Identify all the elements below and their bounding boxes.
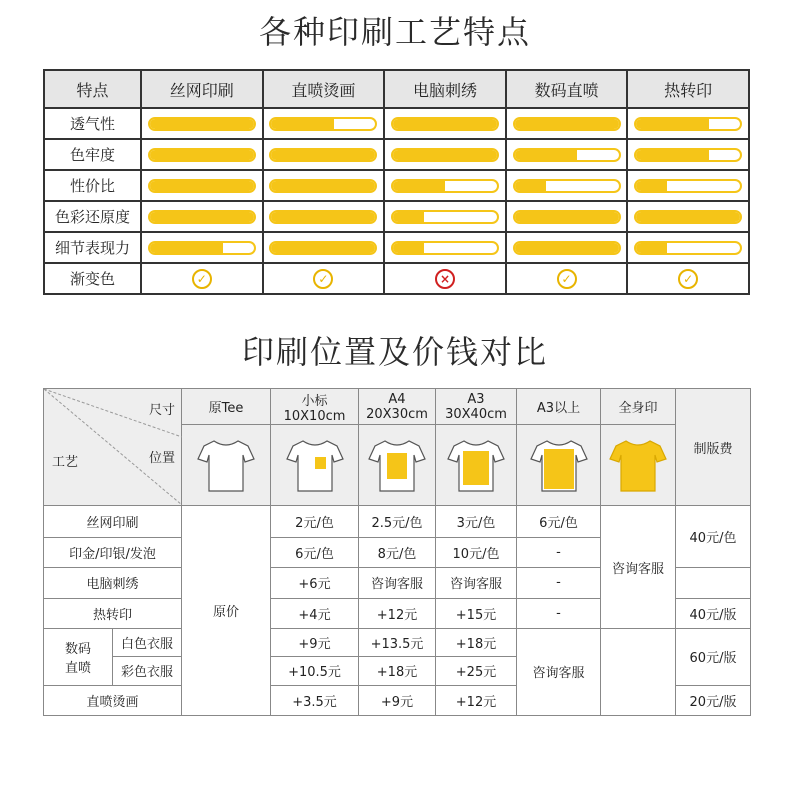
rating-bar <box>513 210 621 224</box>
header-cell: 特点 <box>44 70 141 108</box>
rating-cell <box>506 201 628 232</box>
size-header <box>182 389 271 425</box>
tshirt-small-print-icon <box>285 435 345 495</box>
price-cell: 3元/色 <box>436 506 517 537</box>
tshirt-a3-cell <box>436 425 517 506</box>
header-cell: 热转印 <box>627 70 749 108</box>
rating-bar <box>269 210 377 224</box>
rating-bar <box>634 148 742 162</box>
rating-bar <box>148 179 256 193</box>
size-header <box>359 389 436 425</box>
rating-cell <box>627 232 749 263</box>
tshirt-full-cell <box>601 425 676 506</box>
rating-bar-fill <box>271 119 333 129</box>
title-features: 各种印刷工艺特点 <box>258 13 531 51</box>
price-cell: +10.5元 <box>271 657 359 685</box>
rating-bar-fill <box>636 212 740 222</box>
rating-bar-fill <box>393 150 497 160</box>
feature-row <box>44 108 749 139</box>
price-cell: - <box>517 598 601 628</box>
rating-cell <box>263 170 385 201</box>
rating-bar-fill <box>515 119 619 129</box>
full-print-empty-cell <box>601 628 676 715</box>
check-icon: ✓ <box>678 269 698 289</box>
rating-bar-fill <box>636 243 667 253</box>
rating-bar <box>634 117 742 131</box>
price-cell: +4元 <box>271 598 359 628</box>
tshirt-a3-print-icon <box>446 435 506 495</box>
rating-cell <box>627 170 749 201</box>
fee-cell: 60元/版 <box>676 628 751 685</box>
rating-bar-fill <box>515 212 619 222</box>
header-cell: 直喷烫画 <box>263 70 385 108</box>
size-name: 小标 <box>301 393 328 409</box>
rating-bar-fill <box>150 181 254 191</box>
price-cell: - <box>517 537 601 567</box>
rating-bar-fill <box>515 243 619 253</box>
feature-label: 色牢度 <box>44 139 141 170</box>
price-cell: +12元 <box>436 685 517 715</box>
gradient-cell <box>384 263 506 294</box>
price-cell: 2元/色 <box>271 506 359 537</box>
rating-bar-fill <box>636 150 709 160</box>
rating-cell <box>263 201 385 232</box>
rating-bar-fill <box>271 212 375 222</box>
price-cell: 咨询客服 <box>436 568 517 598</box>
rating-bar <box>634 241 742 255</box>
row-label: 印金/印银/发泡 <box>44 537 182 567</box>
gradient-cell <box>627 263 749 294</box>
rating-bar <box>148 117 256 131</box>
corner-process-label: 工艺 <box>52 455 79 470</box>
rating-bar <box>513 241 621 255</box>
gradient-cell <box>506 263 628 294</box>
rating-bar-fill <box>150 212 254 222</box>
rating-bar <box>391 148 499 162</box>
fee-cell: 20元/版 <box>676 685 751 715</box>
rating-bar <box>148 210 256 224</box>
rating-bar-fill <box>150 150 254 160</box>
tshirt-full-print-icon <box>608 435 668 495</box>
rating-cell <box>506 108 628 139</box>
rating-cell <box>141 201 263 232</box>
rating-bar <box>391 179 499 193</box>
size-header <box>271 389 359 425</box>
feature-row-gradient <box>44 263 749 294</box>
digital-label-bottom: 直喷 <box>64 660 91 676</box>
size-header <box>601 389 676 425</box>
corner-position-label: 位置 <box>148 451 175 466</box>
rating-bar-fill <box>636 119 709 129</box>
rating-bar <box>148 241 256 255</box>
rating-bar-fill <box>271 243 375 253</box>
rating-bar <box>269 241 377 255</box>
price-cell: - <box>517 568 601 598</box>
rating-bar-fill <box>393 212 424 222</box>
tshirt-a4-print-icon <box>367 435 427 495</box>
tshirt-a3plus-cell <box>517 425 601 506</box>
fee-cell: 40元/色 <box>676 506 751 568</box>
price-cell: +9元 <box>359 685 436 715</box>
price-cell: +18元 <box>359 657 436 685</box>
rating-cell <box>141 139 263 170</box>
check-icon: ✓ <box>313 269 333 289</box>
price-table <box>43 388 751 716</box>
corner-size-label: 尺寸 <box>148 403 175 418</box>
price-cell: +13.5元 <box>359 628 436 656</box>
tshirt-small-cell <box>271 425 359 506</box>
rating-cell <box>384 108 506 139</box>
digital-label <box>44 628 113 685</box>
rating-cell <box>384 201 506 232</box>
rating-bar <box>391 117 499 131</box>
size-dim: 20X30cm <box>366 406 428 422</box>
gradient-cell <box>141 263 263 294</box>
feature-row <box>44 170 749 201</box>
feature-row <box>44 232 749 263</box>
header-cell: 电脑刺绣 <box>384 70 506 108</box>
rating-cell <box>141 108 263 139</box>
header-cell: 丝网印刷 <box>141 70 263 108</box>
tshirt-a3plus-print-icon <box>529 435 589 495</box>
rating-bar <box>513 117 621 131</box>
rating-cell <box>263 108 385 139</box>
features-table <box>43 69 750 295</box>
price-cell: 8元/色 <box>359 537 436 567</box>
size-name: 全身印 <box>618 401 658 417</box>
fee-cell-empty <box>676 568 751 598</box>
feature-label: 透气性 <box>44 108 141 139</box>
feature-row <box>44 201 749 232</box>
rating-bar-fill <box>393 181 445 191</box>
rating-cell <box>263 139 385 170</box>
rating-bar <box>513 148 621 162</box>
size-header <box>436 389 517 425</box>
price-cell: 6元/色 <box>271 537 359 567</box>
price-cell: +18元 <box>436 628 517 656</box>
price-cell: 10元/色 <box>436 537 517 567</box>
size-name: A3 <box>467 391 485 407</box>
price-cell: 2.5元/色 <box>359 506 436 537</box>
rating-cell <box>384 232 506 263</box>
rating-cell <box>141 170 263 201</box>
rating-cell <box>384 139 506 170</box>
row-label: 彩色衣服 <box>113 657 182 685</box>
header-cell: 数码直喷 <box>506 70 628 108</box>
fee-cell: 40元/版 <box>676 598 751 628</box>
rating-bar <box>634 179 742 193</box>
size-dim: 30X40cm <box>445 406 507 422</box>
size-name: 原Tee <box>208 401 244 417</box>
rating-bar <box>269 117 377 131</box>
rating-bar-fill <box>393 243 424 253</box>
rating-cell <box>141 232 263 263</box>
feature-row <box>44 139 749 170</box>
rating-bar-fill <box>393 119 497 129</box>
size-header <box>517 389 601 425</box>
rating-cell <box>506 139 628 170</box>
check-icon: ✓ <box>192 269 212 289</box>
rating-bar <box>269 148 377 162</box>
tshirt-a4-cell <box>359 425 436 506</box>
rating-bar <box>148 148 256 162</box>
size-dim: 10X10cm <box>283 408 346 424</box>
price-cell: +12元 <box>359 598 436 628</box>
feature-label: 细节表现力 <box>44 232 141 263</box>
row-label: 丝网印刷 <box>44 506 182 537</box>
rating-cell <box>263 232 385 263</box>
feature-label: 色彩还原度 <box>44 201 141 232</box>
rating-cell <box>627 139 749 170</box>
rating-cell <box>384 170 506 201</box>
rating-cell <box>506 170 628 201</box>
full-print-consult-cell: 咨询客服 <box>601 506 676 628</box>
rating-cell <box>627 108 749 139</box>
rating-bar-fill <box>515 150 577 160</box>
a3plus-consult-cell: 咨询客服 <box>517 628 601 715</box>
features-header-row <box>44 70 749 108</box>
price-cell: +9元 <box>271 628 359 656</box>
rating-bar <box>269 179 377 193</box>
rating-bar-fill <box>271 181 375 191</box>
rating-bar-fill <box>515 181 546 191</box>
rating-bar <box>391 241 499 255</box>
feature-label: 性价比 <box>44 170 141 201</box>
rating-cell <box>627 201 749 232</box>
row-label: 电脑刺绣 <box>44 568 182 598</box>
price-cell: 6元/色 <box>517 506 601 537</box>
digital-label-top: 数码 <box>64 641 91 657</box>
cross-icon: × <box>435 269 455 289</box>
price-cell: +25元 <box>436 657 517 685</box>
size-name: A4 <box>388 391 406 407</box>
rating-bar-fill <box>271 150 375 160</box>
gradient-cell <box>263 263 385 294</box>
rating-bar-fill <box>150 243 223 253</box>
rating-bar-fill <box>150 119 254 129</box>
corner-header <box>44 389 182 506</box>
feature-label: 渐变色 <box>44 263 141 294</box>
rating-bar <box>391 210 499 224</box>
row-label: 热转印 <box>44 598 182 628</box>
price-cell: +15元 <box>436 598 517 628</box>
tshirt-plain-cell <box>182 425 271 506</box>
row-label: 白色衣服 <box>113 628 182 656</box>
price-cell: 咨询客服 <box>359 568 436 598</box>
row-label: 直喷烫画 <box>44 685 182 715</box>
rating-bar-fill <box>636 181 667 191</box>
price-cell: +3.5元 <box>271 685 359 715</box>
original-price-cell: 原价 <box>182 506 271 716</box>
check-icon: ✓ <box>557 269 577 289</box>
title-price: 印刷位置及价钱对比 <box>241 333 548 371</box>
size-name: A3以上 <box>536 401 581 417</box>
rating-bar <box>513 179 621 193</box>
rating-cell <box>506 232 628 263</box>
price-cell: +6元 <box>271 568 359 598</box>
rating-bar <box>634 210 742 224</box>
plate-fee-header: 制版费 <box>676 389 751 506</box>
tshirt-plain-icon <box>196 435 256 495</box>
